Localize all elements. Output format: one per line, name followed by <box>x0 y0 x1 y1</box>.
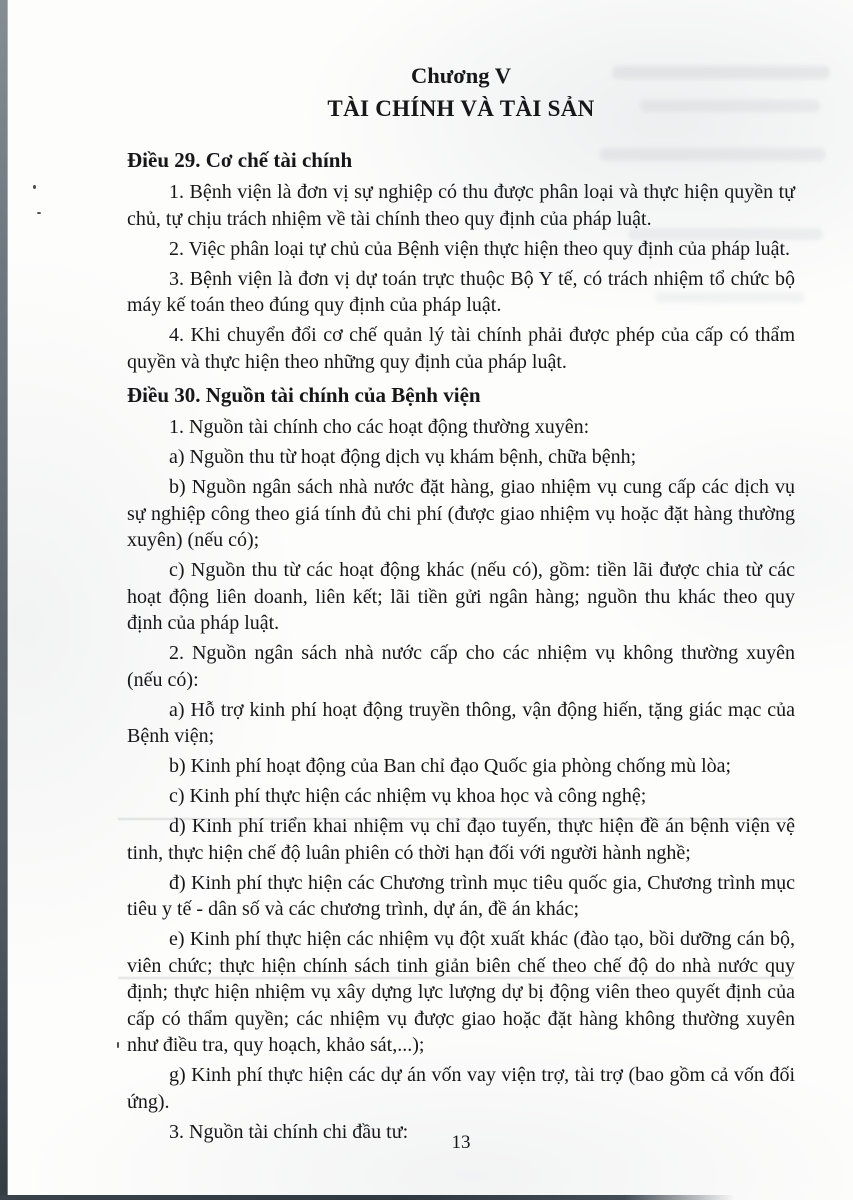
scan-speck <box>37 212 41 214</box>
article-30-item-2b: b) Kinh phí hoạt động của Ban chỉ đạo Quốc gia phòng chống mù lòa; <box>169 755 732 777</box>
article-29-clause-1: 1. Bệnh viện là đơn vị sự nghiệp có thu được phân loại và thực hiện quyền tự chủ, tự chịu trách nhiệm về tài chính theo quy định của pháp luật. <box>127 181 795 230</box>
article-30-item-2g: g) Kinh phí thực hiện các dự án vốn vay viện trợ, tài trợ (bao gồm cả vốn đối ứng). <box>127 1064 795 1113</box>
article-30-item-2c: c) Kinh phí thực hiện các nhiệm vụ khoa học và công nghệ; <box>169 785 647 807</box>
article-30-item-1a: a) Nguồn thu từ hoạt động dịch vụ khám bệnh, chữa bệnh; <box>169 446 637 468</box>
article-30-item-2: 2. Nguồn ngân sách nhà nước cấp cho các nhiệm vụ không thường xuyên (nếu có): <box>127 642 795 691</box>
article-30-item-1b: b) Nguồn ngân sách nhà nước đặt hàng, giao nhiệm vụ cung cấp các dịch vụ sự nghiệp công theo giá tính đủ chi phí (được giao nhiệm vụ hoặc đặt hàng thường xuyên) (nếu có); <box>127 476 795 551</box>
page-number: 13 <box>451 1132 471 1153</box>
article-29-clause-2: 2. Việc phân loại tự chủ của Bệnh viện thực hiện theo quy định của pháp luật. <box>169 237 791 260</box>
article-30-item-1c: c) Nguồn thu từ các hoạt động khác (nếu có), gồm: tiền lãi được chia từ các hoạt động liên doanh, liên kết; lãi tiền gửi ngân hàng; nguồn thu khác theo quy định của pháp luật. <box>127 559 795 634</box>
article-30-item-2a: a) Hỗ trợ kinh phí hoạt động truyền thông, vận động hiến, tặng giác mạc của Bệnh viện; <box>127 698 795 747</box>
chapter-title: TÀI CHÍNH VÀ TÀI SẢN <box>327 96 595 121</box>
chapter-label: Chương V <box>411 63 511 88</box>
article-29-clause-4: 4. Khi chuyển đổi cơ chế quản lý tài chính phải được phép của cấp có thẩm quyền và thực hiện theo những quy định của pháp luật. <box>127 324 795 373</box>
document-body <box>127 62 795 1149</box>
article-30-item-3: 3. Nguồn tài chính chi đầu tư: <box>169 1120 409 1143</box>
article-30-item-2e: e) Kinh phí thực hiện các nhiệm vụ đột xuất khác (đào tạo, bồi dưỡng cán bộ, viên chức; thực hiện chính sách tinh giản biên chế theo chế độ do nhà nước quy định; thực hiện nhiệm vụ xây dựng lực lượng dự bị động viên theo quyết định của cấp có thẩm quyền; các nhiệm vụ được giao hoặc đặt hàng không thường xuyên như điều tra, quy hoạch, khảo sát,...); <box>127 928 795 1056</box>
scan-edge-left <box>0 0 8 1200</box>
article-29-heading: Điều 29. Cơ chế tài chính <box>127 148 353 172</box>
scan-edge-bottom <box>0 1195 735 1200</box>
article-29-clause-3: 3. Bệnh viện là đơn vị dự toán trực thuộc Bộ Y tế, có trách nhiệm tổ chức bộ máy kế toán theo đúng quy định của pháp luật. <box>127 267 795 316</box>
scan-speck <box>33 185 36 189</box>
article-30-item-2dd: đ) Kinh phí thực hiện các Chương trình mục tiêu quốc gia, Chương trình mục tiêu y tế - dân số và các chương trình, dự án, đề án khác; <box>127 871 795 920</box>
article-30-heading: Điều 30. Nguồn tài chính của Bệnh viện <box>127 383 481 407</box>
scan-speck <box>117 1042 119 1048</box>
article-30-item-1: 1. Nguồn tài chính cho các hoạt động thường xuyên: <box>169 416 590 438</box>
article-30-item-2d: d) Kinh phí triển khai nhiệm vụ chỉ đạo tuyến, thực hiện đề án bệnh viện vệ tinh, thực hiện chế độ luân phiên có thời hạn đối với người hành nghề; <box>127 815 795 864</box>
